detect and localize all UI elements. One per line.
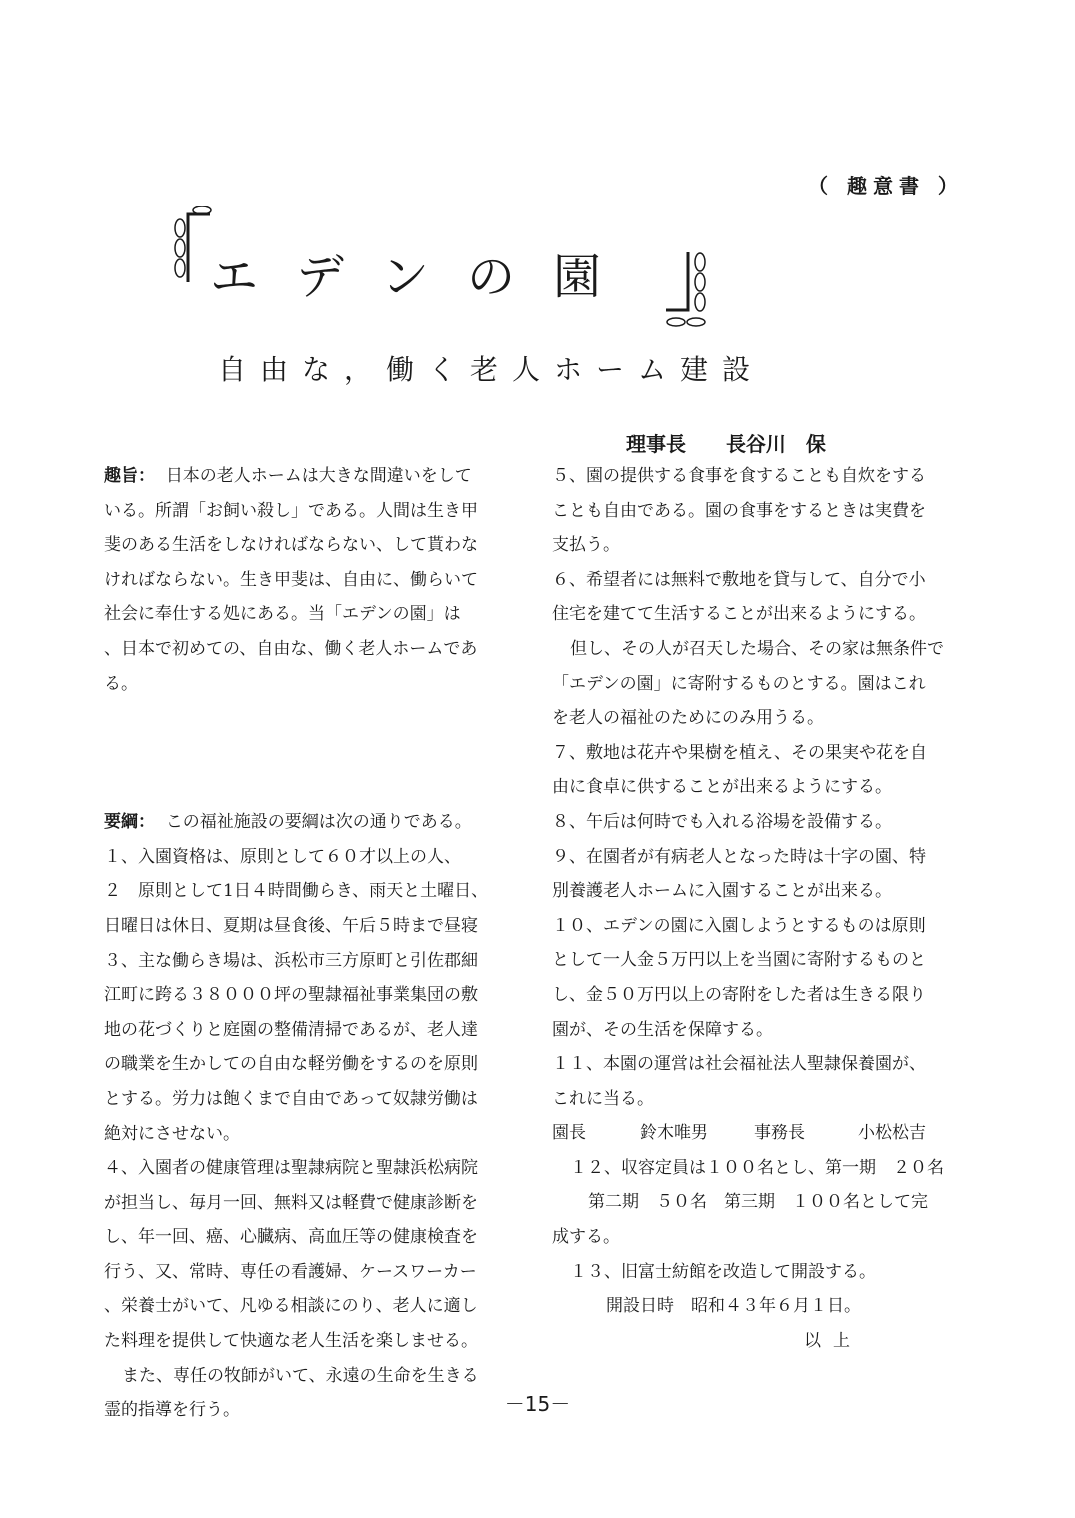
text-line: 住宅を建てて生活することが出来るようにする。 <box>552 604 926 625</box>
text-line: ９、在園者が有病老人となった時は十字の園、特 <box>552 846 926 867</box>
text-line: １１、本園の運営は社会福祉法人聖隷保養園が、 <box>552 1054 926 1075</box>
text-line: る。 <box>104 673 138 694</box>
text-line: 但し、その人が召天した場合、その家は無条件で <box>570 638 944 659</box>
text-line: 成する。 <box>552 1227 620 1248</box>
director-title: 園長 <box>552 1123 586 1144</box>
text-line: 行う、又、常時、専任の看護婦、ケースワーカー <box>104 1261 477 1282</box>
text-line: 別養護老人ホームに入園することが出来る。 <box>552 881 892 902</box>
leaf-ornament-icon <box>658 248 714 330</box>
author-name: 長谷川 保 <box>725 432 826 456</box>
author-line <box>626 428 826 457</box>
page-subtitle: 自由な，働く老人ホーム建設 <box>218 353 765 386</box>
text-line: 社会に奉仕する処にある。当「エデンの園」は <box>104 604 461 625</box>
text-line: 趣旨： 日本の老人ホームは大きな間違いをして <box>104 466 472 486</box>
text-line: 開設日時 昭和４３年６月１日。 <box>606 1296 861 1317</box>
text-line: ５、園の提供する食事を食することも自炊をする <box>552 466 926 486</box>
text-line: 要綱： この福祉施設の要綱は次の通りである。 <box>104 812 472 833</box>
right-column <box>552 459 962 1358</box>
author-role: 理事長 <box>626 432 686 456</box>
text-line: 地の花づくりと庭園の整備清掃であるが、老人達 <box>104 1019 478 1040</box>
text-line: の職業を生かしての自由な軽労働をするのを原則 <box>104 1054 478 1075</box>
text-line: 第二期 ５０名 第三期 １００名として完 <box>588 1192 928 1213</box>
text-line: また、専任の牧師がいて、永遠の生命を生きる <box>122 1365 479 1386</box>
text-line: とする。労力は飽くまで自由であって奴隷労働は <box>104 1088 478 1109</box>
secretary-name: 小松松吉 <box>858 1123 926 1144</box>
text-line: た料理を提供して快適な老人生活を楽しませる。 <box>104 1331 478 1352</box>
text-line: 支払う。 <box>552 535 620 556</box>
text-line: １２、収容定員は１００名とし、第一期 ２０名 <box>570 1157 944 1178</box>
text-line: 「エデンの園」に寄附するものとする。園はこれ <box>552 673 926 694</box>
closing-remark: 以上 <box>804 1330 862 1351</box>
text-line: いる。所謂「お飼い殺し」である。人間は生き甲 <box>104 500 478 521</box>
text-line: として一人金５万円以上を当園に寄附するものと <box>552 950 926 971</box>
text-line: １、入園資格は、原則として６０才以上の人、 <box>104 846 461 867</box>
text-line: ければならない。生き甲斐は、自由に、働らいて <box>104 569 478 590</box>
page-number: －15－ <box>504 1392 571 1416</box>
staff-line <box>552 1116 962 1151</box>
text-line: ことも自由である。園の食事をするときは実費を <box>552 500 926 521</box>
text-line: 江町に跨る３８０００坪の聖隷福祉事業集団の敷 <box>104 985 478 1006</box>
text-line: ３、主な働らき場は、浜松市三方原町と引佐郡細 <box>104 950 478 971</box>
text-line: 斐のある生活をしなければならない、して貰わな <box>104 535 478 556</box>
text-line: ８、午后は何時でも入れる浴場を設備する。 <box>552 811 892 832</box>
text-line: が担当し、毎月一回、無料又は軽費で健康診断を <box>104 1192 478 1213</box>
text-line: 由に食卓に供することが出来るようにする。 <box>552 777 892 798</box>
text-line: し、年一回、癌、心臓病、高血圧等の健康検査を <box>104 1227 478 1248</box>
text-line: 園が、その生活を保障する。 <box>552 1019 773 1040</box>
text-line: ７、敷地は花卉や果樹を植え、その果実や花を自 <box>552 742 928 763</box>
text-line: ２ 原則として1日４時間働らき、雨天と土曜日、 <box>104 881 489 902</box>
text-line: １３、旧富士紡館を改造して開設する。 <box>570 1261 876 1282</box>
text-line: 、栄養士がいて、凡ゆる相談にのり、老人に適し <box>104 1296 478 1317</box>
purpose-label: 趣旨： <box>104 466 155 486</box>
section-gap <box>104 701 504 805</box>
text-line: １０、エデンの園に入園しようとするものは原則 <box>552 915 926 936</box>
text-line: 、日本で初めての、自由な、働く老人ホームであ <box>104 638 478 659</box>
text-line: 霊的指導を行う。 <box>104 1400 240 1421</box>
outline-label: 要綱： <box>104 812 155 833</box>
left-column <box>104 459 504 1428</box>
text-line: ４、入園者の健康管理は聖隷病院と聖隷浜松病院 <box>104 1158 478 1179</box>
text-line: し、金５０万円以上の寄附をした者は生きる限り <box>552 984 926 1005</box>
director-name: 鈴木唯男 <box>640 1123 708 1144</box>
document-type-label: （ 趣意書 ） <box>808 174 964 198</box>
secretary-title: 事務長 <box>754 1123 805 1144</box>
page-title: エデンの園 <box>210 249 640 305</box>
text-line: 日曜日は休日、夏期は昼食後、午后５時まで昼寝 <box>104 915 478 936</box>
text-line: 絶対にさせない。 <box>104 1123 240 1144</box>
text-line: ６、希望者には無料で敷地を貸与して、自分で小 <box>552 569 926 590</box>
text-line: これに当る。 <box>552 1088 654 1109</box>
text-line: を老人の福祉のためにのみ用うる。 <box>552 708 824 729</box>
